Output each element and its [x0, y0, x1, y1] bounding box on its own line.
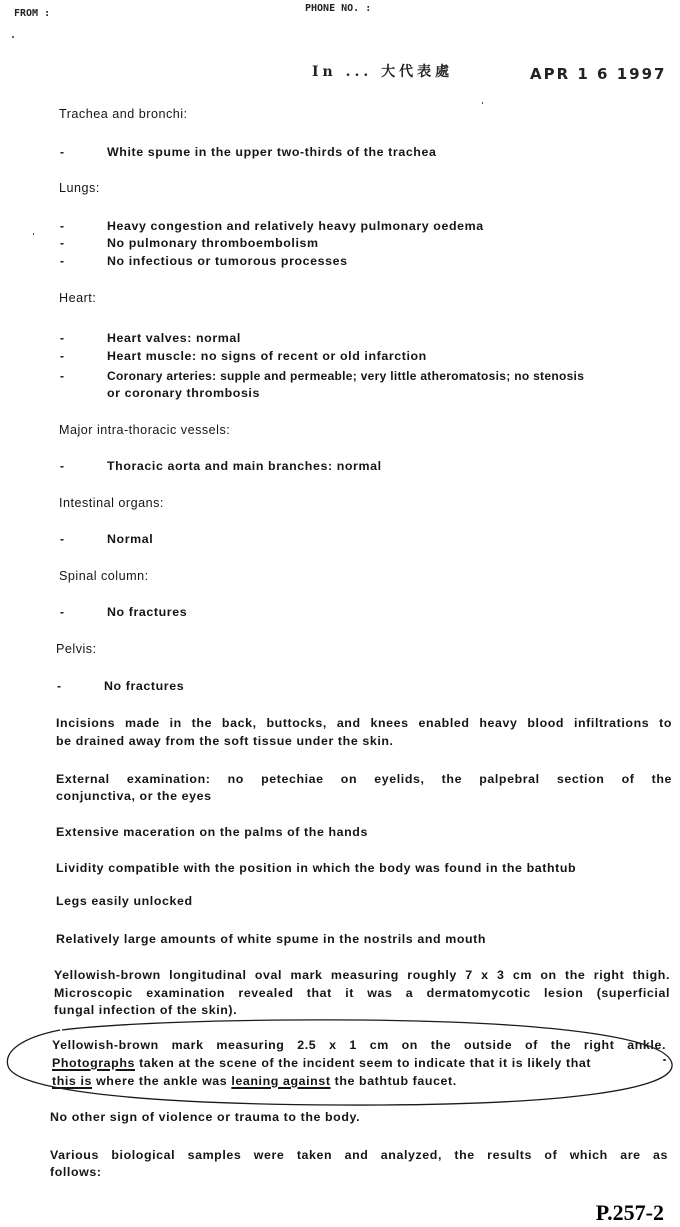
- section-heading-lungs: Lungs:: [59, 181, 100, 195]
- finding-lungs-2: No pulmonary thromboembolism: [107, 236, 319, 250]
- bullet-dash: -: [60, 532, 64, 546]
- fax-phone-label: PHONE NO. :: [305, 3, 372, 14]
- paragraph-thigh-1: Yellowish-brown longitudinal oval mark measuring roughly 7 x 3 cm on the right thigh.: [54, 968, 670, 982]
- section-heading-spinal: Spinal column:: [59, 569, 149, 583]
- received-stamp-text: In ... 大代表處: [312, 64, 454, 80]
- paragraph-incisions-2: be drained away from the soft tissue under the skin.: [56, 734, 394, 748]
- section-heading-pelvis: Pelvis:: [56, 642, 97, 656]
- received-stamp-date: APR 1 6 1997: [530, 65, 667, 83]
- paragraph-samples-1: Various biological samples were taken and analyzed, the results of which are as: [50, 1148, 668, 1162]
- underlined-photographs: Photographs: [52, 1056, 136, 1070]
- finding-intestinal: Normal: [107, 532, 154, 546]
- bullet-dash: -: [60, 219, 64, 233]
- bullet-dash: -: [60, 145, 64, 159]
- bullet-dash: -: [60, 236, 64, 250]
- scan-speck: [663, 1059, 666, 1061]
- finding-lungs-1: Heavy congestion and relatively heavy pulmonary oedema: [107, 219, 484, 233]
- section-heading-intestinal: Intestinal organs:: [59, 496, 164, 510]
- paragraph-no-violence: No other sign of violence or trauma to the body.: [50, 1110, 361, 1124]
- paragraph-ankle-3: this is where the ankle was leaning against the bathtub faucet.: [52, 1074, 457, 1088]
- paragraph-external-1: External examination: no petechiae on eyelids, the palpebral section of the: [56, 772, 672, 786]
- finding-vessels: Thoracic aorta and main branches: normal: [107, 459, 382, 473]
- paragraph-incisions-1: Incisions made in the back, buttocks, and knees enabled heavy blood infiltrations to: [56, 716, 672, 730]
- finding-spinal: No fractures: [107, 605, 188, 619]
- bullet-dash: -: [60, 331, 64, 345]
- section-heading-vessels: Major intra-thoracic vessels:: [59, 423, 231, 437]
- finding-lungs-3: No infectious or tumorous processes: [107, 254, 348, 268]
- underlined-this-is: this is: [52, 1074, 93, 1088]
- scan-speck: [12, 36, 14, 38]
- finding-heart-3: Coronary arteries: supple and permeable; very little atheromatosis; no stenosis: [107, 369, 585, 383]
- page-number: P.257-2: [595, 1200, 664, 1225]
- finding-heart-2: Heart muscle: no signs of recent or old infarction: [107, 349, 427, 363]
- bullet-dash: -: [60, 349, 64, 363]
- paragraph-external-2: conjunctiva, or the eyes: [56, 789, 212, 803]
- finding-pelvis: No fractures: [104, 679, 185, 693]
- paragraph-legs: Legs easily unlocked: [56, 894, 193, 908]
- finding-heart-1: Heart valves: normal: [107, 331, 241, 345]
- bullet-dash: -: [60, 369, 64, 383]
- section-heading-heart: Heart:: [59, 291, 97, 305]
- bullet-dash: -: [60, 605, 64, 619]
- finding-trachea: White spume in the upper two-thirds of the trachea: [107, 145, 437, 159]
- paragraph-ankle-1: Yellowish-brown mark measuring 2.5 x 1 cm on the outside of the right ankle.: [52, 1038, 666, 1052]
- paragraph-thigh-2: Microscopic examination revealed that it was a dermatomycotic lesion (superficial: [54, 986, 670, 1000]
- paragraph-maceration: Extensive maceration on the palms of the hands: [56, 825, 368, 839]
- paragraph-spume: Relatively large amounts of white spume in the nostrils and mouth: [56, 932, 487, 946]
- section-heading-trachea: Trachea and bronchi:: [59, 107, 188, 121]
- finding-heart-3-cont: or coronary thrombosis: [107, 386, 260, 400]
- underlined-leaning-against: leaning against: [231, 1074, 331, 1088]
- paragraph-samples-2: follows:: [50, 1165, 102, 1179]
- scan-speck: [33, 233, 34, 235]
- fax-from-label: FROM :: [14, 8, 51, 19]
- bullet-dash: -: [60, 459, 64, 473]
- paragraph-lividity: Lividity compatible with the position in which the body was found in the bathtub: [56, 861, 577, 875]
- scan-speck: [482, 102, 483, 104]
- bullet-dash: -: [60, 254, 64, 268]
- bullet-dash: -: [57, 679, 61, 693]
- paragraph-thigh-3: fungal infection of the skin).: [54, 1003, 238, 1017]
- paragraph-ankle-2: Photographs taken at the scene of the incident seem to indicate that it is likely that: [52, 1056, 592, 1070]
